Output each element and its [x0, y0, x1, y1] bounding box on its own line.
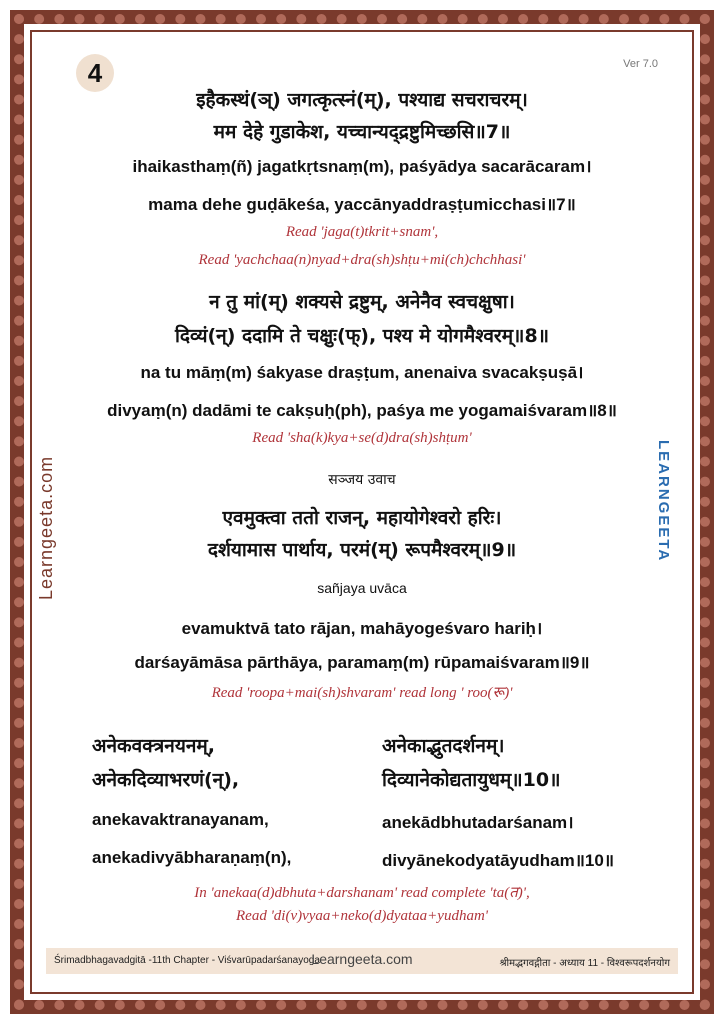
verse9-devanagari-line1: एवमुक्त्वा ततो राजन्, महायोगेश्वरो हरिः।	[222, 507, 502, 529]
verse7-read-note1: Read 'jaga(t)tkrit+snam',	[285, 224, 439, 240]
verse9-speaker-devanagari: सञ्जय उवाच	[328, 472, 396, 488]
side-brand-left: Learngeeta.com	[36, 455, 56, 600]
footer-left: Śrimadbhagavadgitā -11th Chapter - Viśvarūpadarśanayoga	[54, 955, 320, 966]
verse10-devanagari-line1b: अनेकाद्भुतदर्शनम्।	[382, 735, 505, 757]
verse10-read-note1: In 'anekaa(d)dbhuta+darshanam' read complete 'ta(त)',	[194, 885, 530, 901]
verse8-roman-line2: divyaṃ(n) dadāmi te cakṣuḥ(ph), paśya me yogamaiśvaram॥8॥	[107, 401, 617, 420]
verse9-roman-line2: darśayāmāsa pārthāya, paramaṃ(m) rūpamaiśvaram॥9॥	[134, 653, 590, 672]
side-brand-right	[655, 440, 685, 600]
verse10-devanagari-line1a: अनेकवक्त्रनयनम्,	[92, 735, 215, 757]
verse8-devanagari-line2: दिव्यं(न्) ददामि ते चक्षुः(फ्), पश्य मे योगमैश्वरम्॥8॥	[174, 325, 550, 347]
verse9-roman-line1: evamuktvā tato rājan, mahāyogeśvaro hariḥ।	[181, 619, 543, 638]
footer-center: Learngeeta.com	[311, 951, 413, 967]
footer-right: श्रीमद्भगवद्गीता - अध्याय 11 - विश्वरूपदर्शनयोग	[499, 958, 670, 969]
verse8-roman-line1: na tu māṃ(m) śakyase draṣṭum, anenaiva svacakṣuṣā।	[140, 363, 584, 382]
verse9-devanagari-line2: दर्शयामास पार्थाय, परमं(म्) रूपमैश्वरम्॥9॥	[207, 539, 517, 561]
page-content	[46, 46, 678, 978]
verse10-read-note2: Read 'di(v)vyaa+neko(d)dyataa+yudham'	[236, 908, 488, 924]
verse10-devanagari-line2a: अनेकदिव्याभरणं(न्),	[92, 769, 240, 791]
verse7-read-note2: Read 'yachchaa(n)nyad+dra(sh)shṭu+mi(ch)chchhasi'	[198, 252, 526, 268]
version-label: Ver 7.0	[623, 58, 658, 70]
side-brand-right-text: LEARNGEETA	[655, 440, 672, 563]
verse8-devanagari-line1: न तु मां(म्) शक्यसे द्रष्टुम्, अनेनैव स्वचक्षुषा।	[209, 291, 515, 313]
page-footer	[46, 948, 678, 974]
verse7-roman-line1: ihaikasthaṃ(ñ) jagatkṛtsnaṃ(m), paśyādya sacarācaram।	[132, 157, 592, 176]
verse10-roman-line1b: anekādbhutadarśanam।	[382, 813, 574, 832]
verse9-read-note1: Read 'roopa+mai(sh)shvaram' read long ' roo(रू)'	[211, 685, 513, 701]
verse10-roman-line2a: anekadivyābharaṇaṃ(n),	[92, 848, 292, 867]
verse10-roman-line2b: divyānekodyatāyudham॥10॥	[382, 851, 615, 870]
page-number: 4	[76, 54, 114, 92]
verse7-devanagari-line2: मम देहे गुडाकेश, यच्चान्यद्द्रष्टुमिच्छसि॥7॥	[213, 121, 511, 143]
verse10-devanagari-line2b: दिव्यानेकोद्यतायुधम्॥10॥	[382, 769, 561, 791]
verse8-read-note1: Read 'sha(k)kya+se(d)dra(sh)shṭum'	[252, 430, 472, 446]
verse10-roman-line1a: anekavaktranayanam,	[92, 810, 269, 829]
verse7-devanagari-line1: इहैकस्थं(ञ्) जगत्कृत्स्नं(म्), पश्याद्य सचराचरम्।	[196, 89, 528, 111]
verse9-speaker-roman: sañjaya uvāca	[317, 580, 407, 596]
verse7-roman-line2: mama dehe guḍākeśa, yaccānyaddraṣṭumicchasi॥7॥	[148, 195, 576, 214]
